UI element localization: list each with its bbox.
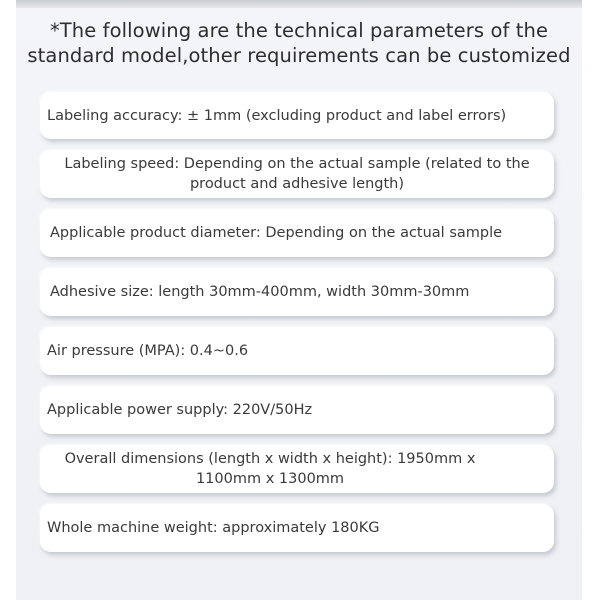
parameter-text: Labeling speed: Depending on the actual sample (related to the product and adhesive length) xyxy=(64,156,530,192)
parameter-card-air-pressure xyxy=(40,327,554,375)
parameter-card-labeling-speed xyxy=(40,150,554,198)
parameter-card-adhesive-size xyxy=(40,268,554,316)
parameter-card-power-supply xyxy=(40,386,554,434)
parameter-text: Air pressure (MPA): 0.4~0.6 xyxy=(47,343,249,359)
page-heading xyxy=(16,18,582,68)
parameter-card-overall-dimensions xyxy=(40,445,554,493)
heading-line-1: *The following are the technical parameters of the xyxy=(49,19,549,42)
parameter-text: Whole machine weight: approximately 180KG xyxy=(47,520,380,536)
parameter-list xyxy=(40,92,554,563)
parameter-card-labeling-accuracy xyxy=(40,92,554,139)
parameter-text: Adhesive size: length 30mm-400mm, width 30mm-30mm xyxy=(50,284,470,300)
heading-line-2: standard model,other requirements can be customized xyxy=(27,44,571,67)
parameter-text: Applicable product diameter: Depending on the actual sample xyxy=(50,225,503,241)
parameter-card-product-diameter xyxy=(40,209,554,257)
parameter-text: Labeling accuracy: ± 1mm (excluding product and label errors) xyxy=(47,107,507,124)
parameter-text: Applicable power supply: 220V/50Hz xyxy=(47,402,313,418)
top-divider xyxy=(16,0,582,8)
parameter-card-machine-weight xyxy=(40,504,554,552)
parameter-text: Overall dimensions (length x width x height): 1950mm x 1100mm x 1300mm xyxy=(64,451,476,487)
